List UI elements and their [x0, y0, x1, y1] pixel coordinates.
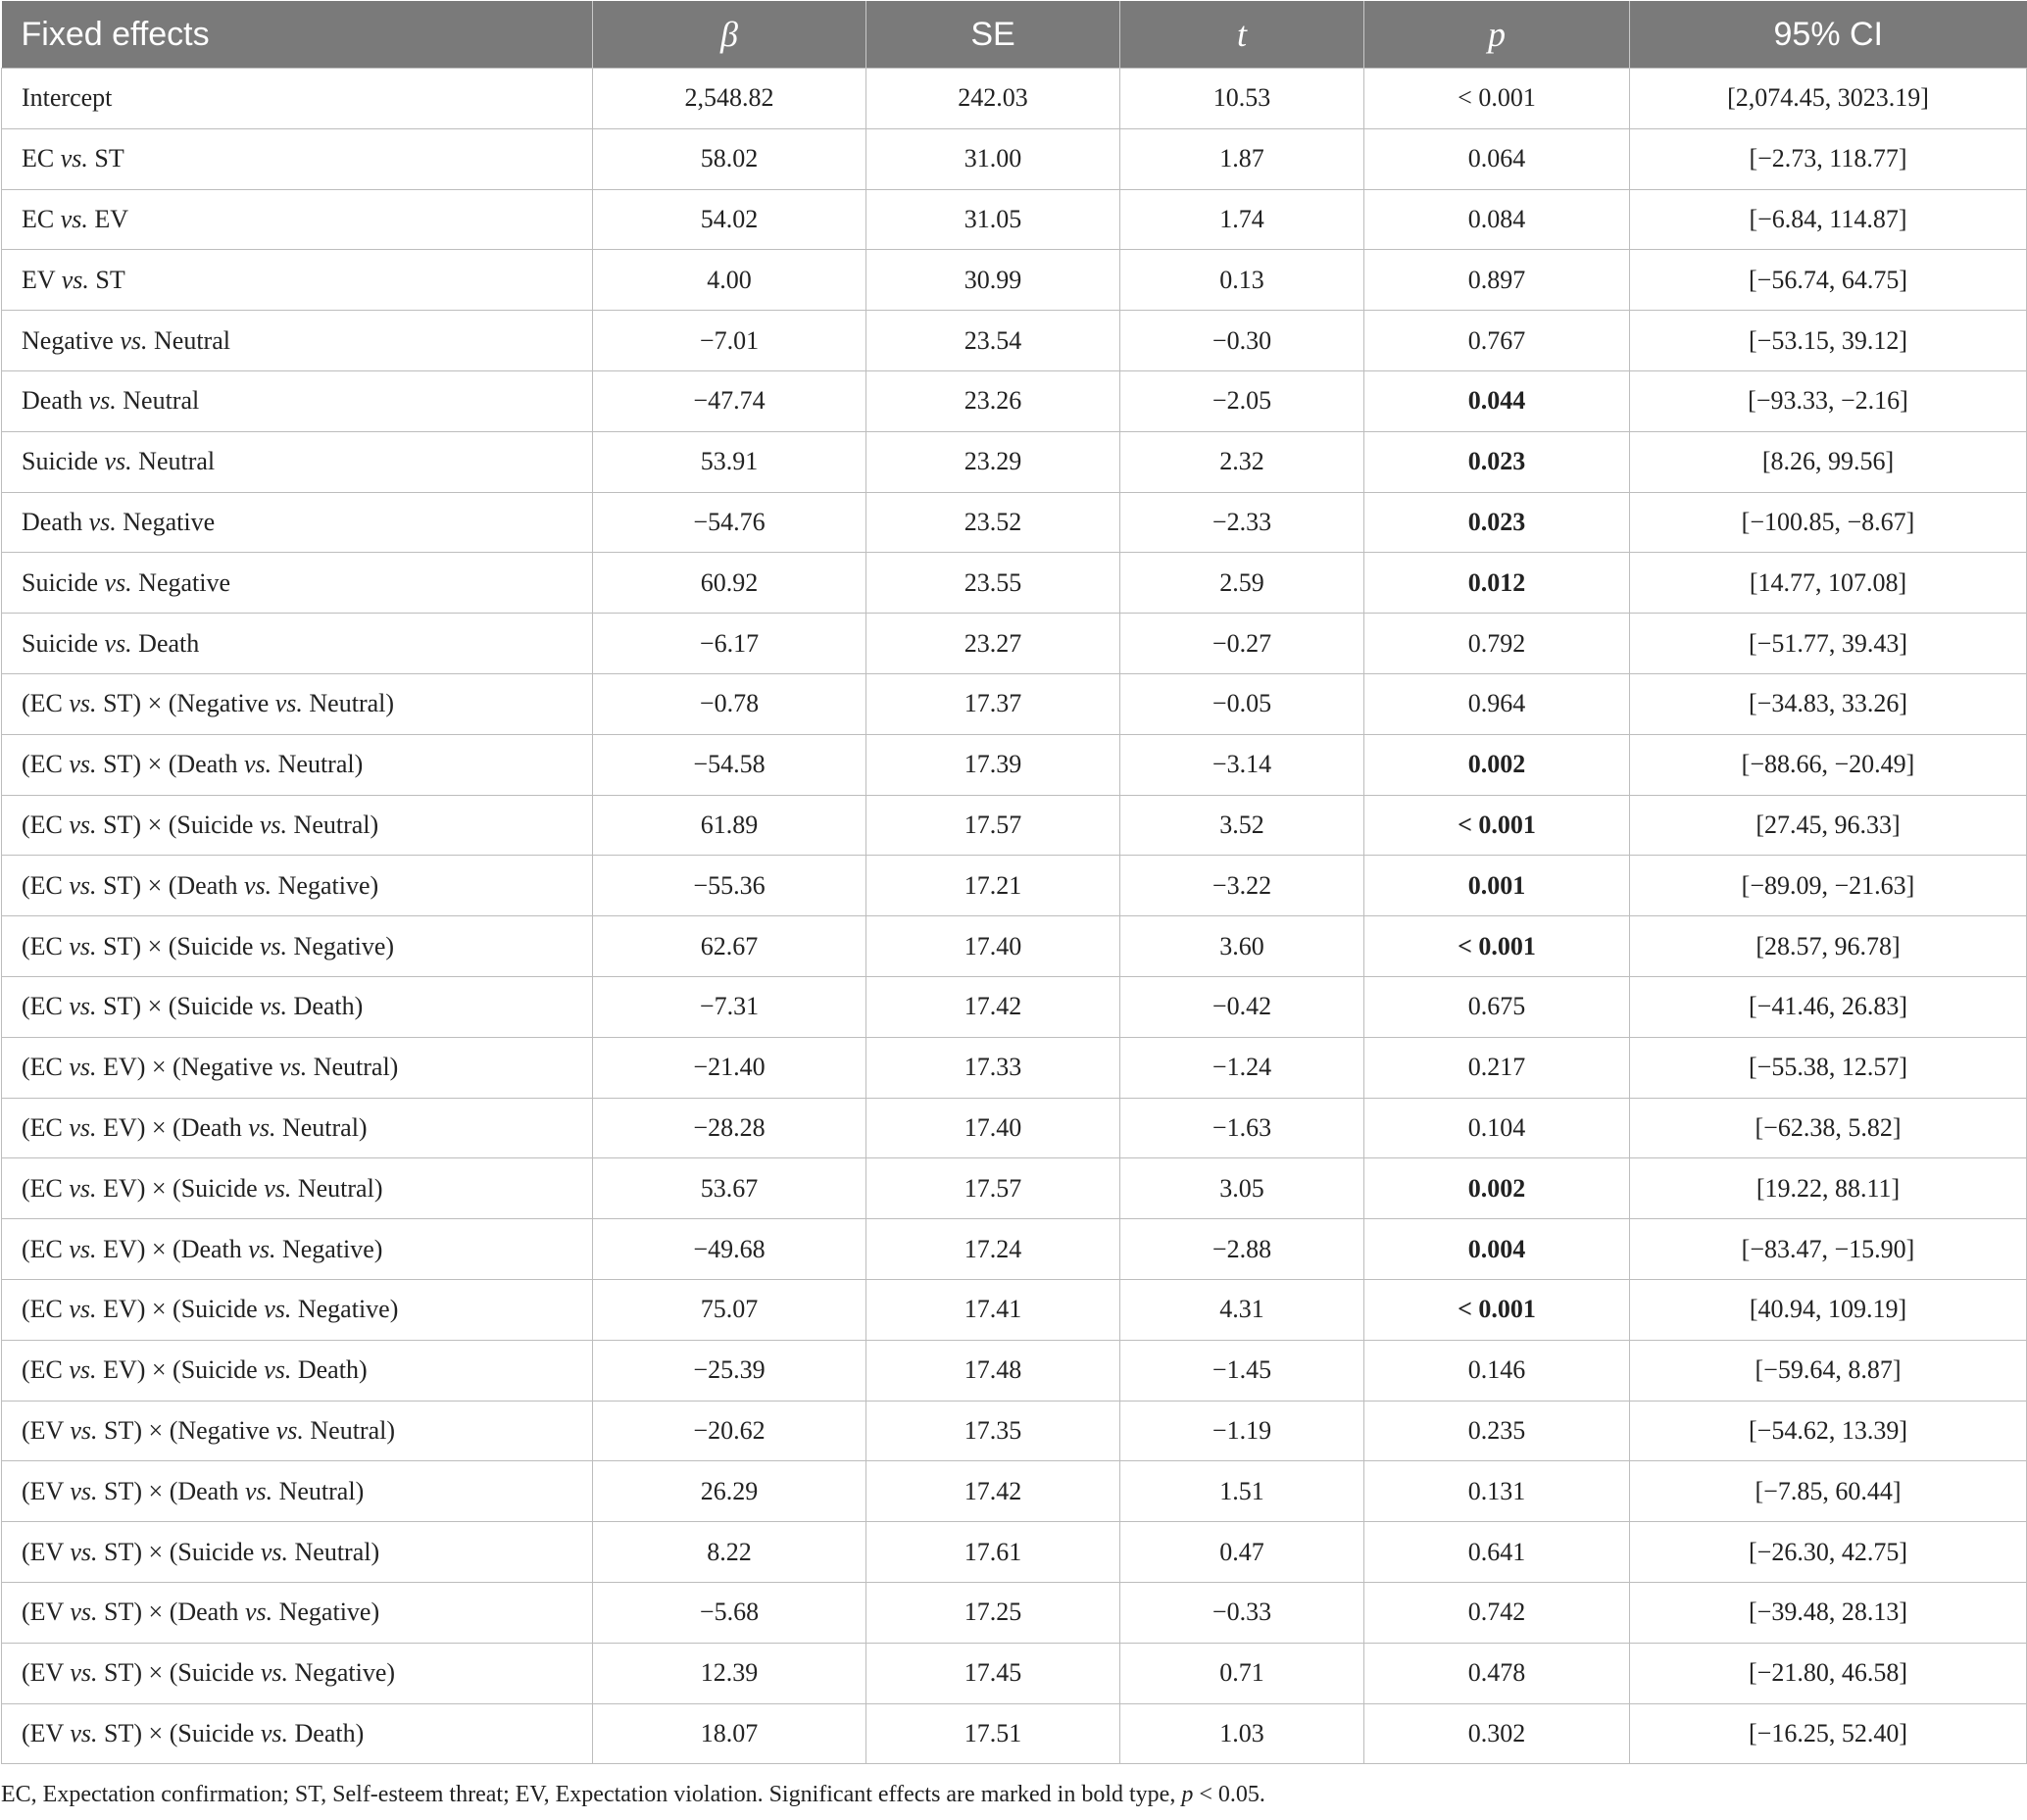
vs-abbreviation: vs. — [70, 1718, 98, 1747]
cell-beta: 58.02 — [593, 128, 866, 189]
cell-t: −1.45 — [1120, 1340, 1364, 1401]
cell-ci: [−26.30, 42.75] — [1630, 1522, 2027, 1583]
cell-p: 0.964 — [1364, 673, 1630, 734]
vs-abbreviation: vs. — [243, 870, 272, 900]
cell-effect-label: (EV vs. ST) × (Suicide vs. Negative) — [2, 1643, 593, 1703]
table-row — [2, 1643, 2027, 1703]
cell-p: 0.104 — [1364, 1098, 1630, 1158]
cell-se: 17.39 — [866, 734, 1120, 795]
table-row — [2, 1158, 2027, 1219]
cell-se: 31.00 — [866, 128, 1120, 189]
cell-beta: −6.17 — [593, 614, 866, 674]
vs-abbreviation: vs. — [60, 204, 88, 233]
cell-p: 0.217 — [1364, 1037, 1630, 1098]
cell-beta: 12.39 — [593, 1643, 866, 1703]
cell-ci: [−89.09, −21.63] — [1630, 856, 2027, 916]
vs-abbreviation: vs. — [69, 1295, 97, 1324]
vs-abbreviation: vs. — [69, 1173, 97, 1203]
cell-effect-label: (EC vs. EV) × (Suicide vs. Death) — [2, 1340, 593, 1401]
cell-t: 0.71 — [1120, 1643, 1364, 1703]
cell-ci: [−59.64, 8.87] — [1630, 1340, 2027, 1401]
cell-t: 2.32 — [1120, 431, 1364, 492]
cell-effect-label: Intercept — [2, 69, 593, 129]
cell-p: 0.001 — [1364, 856, 1630, 916]
cell-se: 23.26 — [866, 370, 1120, 431]
cell-ci: [−51.77, 39.43] — [1630, 614, 2027, 674]
vs-abbreviation: vs. — [69, 689, 97, 718]
cell-effect-label: (EC vs. EV) × (Death vs. Negative) — [2, 1219, 593, 1280]
cell-t: −1.63 — [1120, 1098, 1364, 1158]
table-row — [2, 370, 2027, 431]
cell-se: 17.25 — [866, 1582, 1120, 1643]
cell-p: < 0.001 — [1364, 69, 1630, 129]
vs-abbreviation: vs. — [69, 810, 97, 839]
vs-abbreviation: vs. — [264, 1173, 292, 1203]
header-p: p — [1364, 1, 1630, 69]
table-row — [2, 1037, 2027, 1098]
vs-abbreviation: vs. — [260, 1537, 289, 1566]
cell-ci: [40.94, 109.19] — [1630, 1279, 2027, 1340]
footnote-p-symbol: p — [1181, 1782, 1194, 1807]
cell-t: −0.42 — [1120, 976, 1364, 1037]
table-row — [2, 128, 2027, 189]
cell-beta: 8.22 — [593, 1522, 866, 1583]
cell-beta: −54.58 — [593, 734, 866, 795]
cell-se: 17.42 — [866, 1461, 1120, 1522]
cell-p: 0.002 — [1364, 734, 1630, 795]
cell-se: 242.03 — [866, 69, 1120, 129]
table-header-row — [2, 1, 2027, 69]
cell-p: 0.012 — [1364, 553, 1630, 614]
cell-se: 17.33 — [866, 1037, 1120, 1098]
cell-beta: −7.31 — [593, 976, 866, 1037]
cell-t: −1.19 — [1120, 1401, 1364, 1461]
cell-effect-label: Suicide vs. Death — [2, 614, 593, 674]
footnote-text-before: EC, Expectation confirmation; ST, Self-esteem threat; EV, Expectation violation. Significant effects are marked in bold type, — [1, 1782, 1182, 1807]
cell-ci: [−93.33, −2.16] — [1630, 370, 2027, 431]
cell-beta: −25.39 — [593, 1340, 866, 1401]
table-row — [2, 1098, 2027, 1158]
cell-se: 17.24 — [866, 1219, 1120, 1280]
cell-effect-label: (EC vs. ST) × (Suicide vs. Negative) — [2, 916, 593, 977]
cell-beta: −5.68 — [593, 1582, 866, 1643]
table-body — [2, 69, 2027, 1764]
cell-ci: [19.22, 88.11] — [1630, 1158, 2027, 1219]
cell-effect-label: (EC vs. ST) × (Negative vs. Neutral) — [2, 673, 593, 734]
cell-se: 31.05 — [866, 189, 1120, 250]
cell-ci: [−100.85, −8.67] — [1630, 492, 2027, 553]
vs-abbreviation: vs. — [243, 750, 272, 779]
cell-p: 0.742 — [1364, 1582, 1630, 1643]
vs-abbreviation: vs. — [70, 1476, 98, 1505]
cell-effect-label: (EV vs. ST) × (Suicide vs. Death) — [2, 1703, 593, 1764]
cell-se: 23.27 — [866, 614, 1120, 674]
cell-p: 0.235 — [1364, 1401, 1630, 1461]
cell-t: 1.74 — [1120, 189, 1364, 250]
cell-effect-label: EV vs. ST — [2, 250, 593, 311]
vs-abbreviation: vs. — [60, 144, 88, 173]
table-row — [2, 976, 2027, 1037]
cell-beta: 4.00 — [593, 250, 866, 311]
cell-beta: −7.01 — [593, 311, 866, 371]
table-row — [2, 673, 2027, 734]
vs-abbreviation: vs. — [260, 1658, 289, 1688]
cell-t: −2.05 — [1120, 370, 1364, 431]
cell-beta: 53.91 — [593, 431, 866, 492]
cell-t: 3.05 — [1120, 1158, 1364, 1219]
cell-se: 23.55 — [866, 553, 1120, 614]
vs-abbreviation: vs. — [70, 1537, 98, 1566]
cell-effect-label: (EV vs. ST) × (Negative vs. Neutral) — [2, 1401, 593, 1461]
header-se: SE — [866, 1, 1120, 69]
cell-t: −3.22 — [1120, 856, 1364, 916]
cell-se: 17.21 — [866, 856, 1120, 916]
cell-p: 0.897 — [1364, 250, 1630, 311]
cell-p: 0.767 — [1364, 311, 1630, 371]
vs-abbreviation: vs. — [69, 750, 97, 779]
table-row — [2, 1703, 2027, 1764]
cell-t: −0.30 — [1120, 311, 1364, 371]
cell-ci: [−6.84, 114.87] — [1630, 189, 2027, 250]
cell-p: 0.302 — [1364, 1703, 1630, 1764]
cell-beta: 62.67 — [593, 916, 866, 977]
table-row — [2, 1219, 2027, 1280]
cell-effect-label: EC vs. EV — [2, 189, 593, 250]
cell-p: < 0.001 — [1364, 916, 1630, 977]
cell-ci: [14.77, 107.08] — [1630, 553, 2027, 614]
cell-effect-label: (EC vs. ST) × (Suicide vs. Death) — [2, 976, 593, 1037]
cell-ci: [−2.73, 118.77] — [1630, 128, 2027, 189]
vs-abbreviation: vs. — [264, 1355, 292, 1385]
cell-ci: [−56.74, 64.75] — [1630, 250, 2027, 311]
table-row — [2, 795, 2027, 856]
cell-beta: −28.28 — [593, 1098, 866, 1158]
vs-abbreviation: vs. — [248, 1112, 276, 1142]
cell-beta: 26.29 — [593, 1461, 866, 1522]
cell-effect-label: (EC vs. EV) × (Suicide vs. Negative) — [2, 1279, 593, 1340]
cell-ci: [−16.25, 52.40] — [1630, 1703, 2027, 1764]
vs-abbreviation: vs. — [69, 1053, 97, 1082]
cell-se: 17.61 — [866, 1522, 1120, 1583]
cell-effect-label: (EV vs. ST) × (Suicide vs. Neutral) — [2, 1522, 593, 1583]
cell-ci: [8.26, 99.56] — [1630, 431, 2027, 492]
cell-p: < 0.001 — [1364, 1279, 1630, 1340]
cell-effect-label: Death vs. Negative — [2, 492, 593, 553]
cell-p: 0.004 — [1364, 1219, 1630, 1280]
cell-t: 3.52 — [1120, 795, 1364, 856]
cell-se: 17.37 — [866, 673, 1120, 734]
cell-se: 17.48 — [866, 1340, 1120, 1401]
vs-abbreviation: vs. — [70, 1658, 98, 1688]
cell-ci: [−34.83, 33.26] — [1630, 673, 2027, 734]
vs-abbreviation: vs. — [274, 689, 303, 718]
cell-beta: 61.89 — [593, 795, 866, 856]
cell-t: −2.88 — [1120, 1219, 1364, 1280]
vs-abbreviation: vs. — [104, 567, 132, 597]
cell-p: < 0.001 — [1364, 795, 1630, 856]
cell-effect-label: (EC vs. ST) × (Death vs. Negative) — [2, 856, 593, 916]
vs-abbreviation: vs. — [264, 1295, 292, 1324]
vs-abbreviation: vs. — [88, 507, 117, 536]
cell-effect-label: Suicide vs. Neutral — [2, 431, 593, 492]
table-footnote — [1, 1782, 1265, 1808]
fixed-effects-table — [1, 1, 2027, 1764]
cell-p: 0.084 — [1364, 189, 1630, 250]
cell-se: 23.54 — [866, 311, 1120, 371]
cell-ci: [−62.38, 5.82] — [1630, 1098, 2027, 1158]
vs-abbreviation: vs. — [248, 1234, 276, 1263]
cell-t: 0.47 — [1120, 1522, 1364, 1583]
cell-t: 2.59 — [1120, 553, 1364, 614]
cell-effect-label: EC vs. ST — [2, 128, 593, 189]
table-row — [2, 311, 2027, 371]
vs-abbreviation: vs. — [88, 386, 117, 416]
vs-abbreviation: vs. — [244, 1598, 273, 1627]
cell-ci: [28.57, 96.78] — [1630, 916, 2027, 977]
vs-abbreviation: vs. — [275, 1415, 304, 1445]
cell-effect-label: (EC vs. ST) × (Death vs. Neutral) — [2, 734, 593, 795]
cell-se: 17.42 — [866, 976, 1120, 1037]
cell-t: 1.51 — [1120, 1461, 1364, 1522]
cell-beta: 18.07 — [593, 1703, 866, 1764]
cell-p: 0.146 — [1364, 1340, 1630, 1401]
cell-ci: [−21.80, 46.58] — [1630, 1643, 2027, 1703]
cell-t: −0.33 — [1120, 1582, 1364, 1643]
cell-se: 17.40 — [866, 916, 1120, 977]
table-row — [2, 1461, 2027, 1522]
cell-ci: [−7.85, 60.44] — [1630, 1461, 2027, 1522]
vs-abbreviation: vs. — [260, 1718, 289, 1747]
cell-ci: [−83.47, −15.90] — [1630, 1219, 2027, 1280]
cell-ci: [2,074.45, 3023.19] — [1630, 69, 2027, 129]
cell-t: 10.53 — [1120, 69, 1364, 129]
cell-beta: 53.67 — [593, 1158, 866, 1219]
cell-ci: [−41.46, 26.83] — [1630, 976, 2027, 1037]
header-ci: 95% CI — [1630, 1, 2027, 69]
cell-p: 0.023 — [1364, 492, 1630, 553]
vs-abbreviation: vs. — [70, 1598, 98, 1627]
cell-ci: [−88.66, −20.49] — [1630, 734, 2027, 795]
table-row — [2, 734, 2027, 795]
cell-p: 0.044 — [1364, 370, 1630, 431]
cell-ci: [−39.48, 28.13] — [1630, 1582, 2027, 1643]
cell-beta: −20.62 — [593, 1401, 866, 1461]
table-row — [2, 1522, 2027, 1583]
vs-abbreviation: vs. — [259, 810, 288, 839]
cell-p: 0.131 — [1364, 1461, 1630, 1522]
cell-se: 30.99 — [866, 250, 1120, 311]
cell-se: 17.41 — [866, 1279, 1120, 1340]
cell-beta: 60.92 — [593, 553, 866, 614]
table-row — [2, 1582, 2027, 1643]
cell-t: −0.27 — [1120, 614, 1364, 674]
cell-t: 4.31 — [1120, 1279, 1364, 1340]
cell-beta: 75.07 — [593, 1279, 866, 1340]
vs-abbreviation: vs. — [259, 992, 288, 1021]
cell-se: 17.51 — [866, 1703, 1120, 1764]
vs-abbreviation: vs. — [279, 1053, 308, 1082]
cell-se: 17.45 — [866, 1643, 1120, 1703]
cell-effect-label: (EC vs. EV) × (Death vs. Neutral) — [2, 1098, 593, 1158]
vs-abbreviation: vs. — [244, 1476, 273, 1505]
cell-ci: [−55.38, 12.57] — [1630, 1037, 2027, 1098]
vs-abbreviation: vs. — [69, 931, 97, 960]
table-row — [2, 1340, 2027, 1401]
cell-beta: −49.68 — [593, 1219, 866, 1280]
cell-effect-label: (EC vs. ST) × (Suicide vs. Neutral) — [2, 795, 593, 856]
header-t: t — [1120, 1, 1364, 69]
cell-se: 23.52 — [866, 492, 1120, 553]
cell-beta: −54.76 — [593, 492, 866, 553]
cell-beta: 2,548.82 — [593, 69, 866, 129]
cell-t: −1.24 — [1120, 1037, 1364, 1098]
table-row — [2, 916, 2027, 977]
vs-abbreviation: vs. — [259, 931, 288, 960]
cell-p: 0.478 — [1364, 1643, 1630, 1703]
cell-effect-label: Suicide vs. Negative — [2, 553, 593, 614]
cell-se: 17.35 — [866, 1401, 1120, 1461]
cell-effect-label: (EV vs. ST) × (Death vs. Negative) — [2, 1582, 593, 1643]
cell-ci: [27.45, 96.33] — [1630, 795, 2027, 856]
cell-se: 17.40 — [866, 1098, 1120, 1158]
cell-se: 17.57 — [866, 1158, 1120, 1219]
cell-t: −0.05 — [1120, 673, 1364, 734]
cell-t: 1.03 — [1120, 1703, 1364, 1764]
cell-effect-label: Death vs. Neutral — [2, 370, 593, 431]
cell-effect-label: (EC vs. EV) × (Negative vs. Neutral) — [2, 1037, 593, 1098]
vs-abbreviation: vs. — [120, 325, 148, 355]
table-row — [2, 492, 2027, 553]
table-row — [2, 856, 2027, 916]
table-row — [2, 1401, 2027, 1461]
cell-p: 0.002 — [1364, 1158, 1630, 1219]
cell-se: 23.29 — [866, 431, 1120, 492]
cell-t: 0.13 — [1120, 250, 1364, 311]
vs-abbreviation: vs. — [69, 870, 97, 900]
vs-abbreviation: vs. — [69, 1355, 97, 1385]
header-fixed-effects: Fixed effects — [2, 1, 593, 69]
cell-beta: −0.78 — [593, 673, 866, 734]
cell-p: 0.675 — [1364, 976, 1630, 1037]
cell-p: 0.641 — [1364, 1522, 1630, 1583]
cell-p: 0.023 — [1364, 431, 1630, 492]
table-row — [2, 189, 2027, 250]
cell-p: 0.792 — [1364, 614, 1630, 674]
table-row — [2, 553, 2027, 614]
vs-abbreviation: vs. — [69, 1112, 97, 1142]
cell-t: −2.33 — [1120, 492, 1364, 553]
vs-abbreviation: vs. — [104, 447, 132, 476]
cell-effect-label: (EV vs. ST) × (Death vs. Neutral) — [2, 1461, 593, 1522]
cell-se: 17.57 — [866, 795, 1120, 856]
cell-effect-label: Negative vs. Neutral — [2, 311, 593, 371]
cell-beta: −55.36 — [593, 856, 866, 916]
cell-t: 3.60 — [1120, 916, 1364, 977]
vs-abbreviation: vs. — [104, 628, 132, 658]
cell-ci: [−54.62, 13.39] — [1630, 1401, 2027, 1461]
vs-abbreviation: vs. — [69, 992, 97, 1021]
table-row — [2, 431, 2027, 492]
cell-effect-label: (EC vs. EV) × (Suicide vs. Neutral) — [2, 1158, 593, 1219]
cell-beta: −21.40 — [593, 1037, 866, 1098]
cell-t: −3.14 — [1120, 734, 1364, 795]
table-row — [2, 250, 2027, 311]
vs-abbreviation: vs. — [69, 1234, 97, 1263]
cell-t: 1.87 — [1120, 128, 1364, 189]
table-row — [2, 1279, 2027, 1340]
table-row — [2, 69, 2027, 129]
table-row — [2, 614, 2027, 674]
vs-abbreviation: vs. — [70, 1415, 98, 1445]
cell-ci: [−53.15, 39.12] — [1630, 311, 2027, 371]
cell-beta: −47.74 — [593, 370, 866, 431]
cell-beta: 54.02 — [593, 189, 866, 250]
footnote-text-after: < 0.05. — [1193, 1782, 1265, 1807]
vs-abbreviation: vs. — [61, 265, 89, 294]
cell-p: 0.064 — [1364, 128, 1630, 189]
header-beta: β — [593, 1, 866, 69]
